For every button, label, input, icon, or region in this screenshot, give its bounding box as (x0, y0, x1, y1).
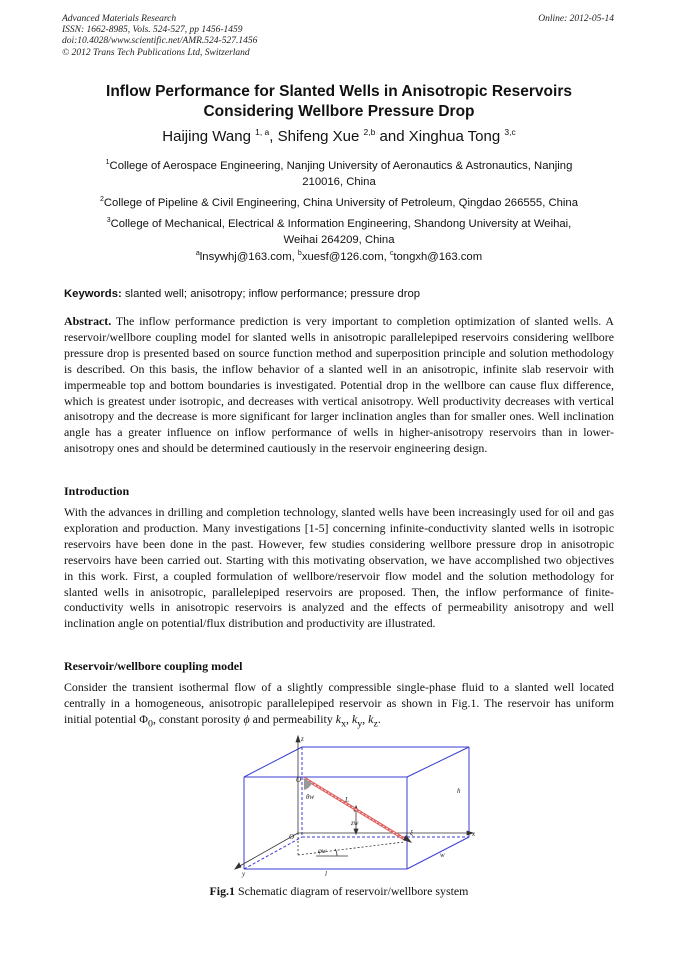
figure-caption-label: Fig.1 (209, 884, 235, 898)
period: . (377, 711, 381, 726)
coupling-text: , constant porosity (152, 711, 244, 726)
author-affil-mark: 1, a (255, 127, 270, 137)
box-bottom-right-edge (407, 837, 469, 869)
copyright-line: © 2012 Trans Tech Publications Ltd, Switzerland (62, 47, 250, 58)
reservoir-wellbore-diagram (232, 730, 482, 880)
comma: , (362, 711, 369, 726)
affil-mark: 2 (99, 196, 104, 203)
porosity-symbol: ϕ (243, 711, 250, 726)
affil-text: College of Pipeline & Civil Engineering, China University of Petroleum, Qingdao 266555, China (103, 196, 579, 209)
coupling-paragraph (64, 680, 614, 732)
author-affil-mark: 3,c (504, 127, 516, 137)
label-L: L (345, 796, 349, 804)
label-phi-w: φw (318, 847, 327, 855)
author-list (40, 127, 638, 145)
email-link[interactable]: xuesf@126.com, (301, 250, 390, 263)
author-separator: , (269, 128, 278, 145)
affil-text-cont: 210016, China (302, 175, 376, 188)
abstract-text: The inflow performance prediction is very important to completion optimization of slanted wells. A reservoir/wellbore coupling model for slanted wells in anisotropic parallelepiped reservoirs considering wellbore pressure drop is presented based on source function method and superposition principle and solution methodology is described. On this basis, the inflow behavior of a slanted well in an anisotropic, infinite slab reservoir with impermeable top and bottom boundaries is investigated. Potential drop in the wellbore can cause flux difference, which is greatest under isotropic, and decreases with vertical anisotropy. Well productivity decreases with vertical anisotropy and the decrease is more significant for larger inclination angles than for smaller ones. Well inclination angle has a greater influence on inflow performance of wells in higher-anisotropy reservoirs than in lower-anisotropy ones and should be determined cautiously in the reservoir engineering design. (64, 314, 614, 456)
author-name: Shifeng Xue (277, 128, 360, 145)
phi-arc (335, 849, 337, 856)
affiliation-2 (60, 192, 618, 212)
comma: , (346, 711, 352, 726)
affil-text-cont: Weihai 264209, China (283, 233, 395, 246)
label-xi: ξ (410, 829, 413, 837)
author-affil-mark: 2,b (363, 127, 376, 137)
label-w: w (440, 851, 445, 859)
section-heading-introduction: Introduction (64, 484, 130, 498)
keywords-line (64, 288, 420, 300)
author-emails (40, 250, 638, 263)
email-mark: b (297, 250, 302, 257)
figure-caption-text: Schematic diagram of reservoir/wellbore system (234, 884, 469, 898)
introduction-paragraph: With the advances in drilling and completion technology, slanted wells have been increasingly used for oil and gas exploration and production. Many investigations [1-5] concerning infinite-conductivity slanted wells in isotropic reservoirs have been done in the past. However, few studies considering wellbore pressure drop in anisotropic reservoirs have been carried out. Starting with this motivating observation, we have accomplished two objectives in this work. First, a coupled formulation of wellbore/reservoir flow model and the solution methodology for slanted wells in anisotropic, parallelepiped reservoirs are proposed. Then, the inflow performance of finite-conductivity wells in anisotropic reservoirs is analyzed and the effects of permeability anisotropy and well inclination angle on potential/flux distribution and productivity are illustrated. (64, 505, 614, 631)
author-name: Xinghua Tong (408, 128, 501, 145)
keywords-label: Keywords: (64, 288, 122, 300)
email-mark: c (389, 250, 394, 257)
author-name: Haijing Wang (162, 128, 251, 145)
label-zw: zw (351, 819, 359, 827)
journal-header (62, 14, 257, 59)
title-line-1: Inflow Performance for Slanted Wells in Anisotropic Reservoirs (106, 83, 572, 100)
label-theta: θw (306, 793, 315, 801)
abstract-label: Abstract. (64, 314, 112, 328)
box-hidden-left-edge (244, 837, 302, 869)
label-l: l (325, 870, 327, 878)
affiliation-1 (60, 155, 618, 190)
symbol-k: k (351, 711, 358, 726)
label-x: x (472, 830, 476, 838)
figure-caption (40, 884, 638, 899)
label-o-top: O (296, 776, 302, 784)
box-top-left-edge (244, 747, 302, 777)
z-axis-arrow (296, 736, 300, 742)
section-heading-coupling-model: Reservoir/wellbore coupling model (64, 659, 243, 673)
email-link[interactable]: tongxh@163.com (393, 250, 483, 263)
y-axis-arrow (235, 863, 241, 869)
coupling-text: and permeability (249, 711, 336, 726)
well-projection (298, 842, 404, 855)
coupling-text: Consider the transient isothermal flow of a slightly compressible single-phase fluid to a slanted well located centrally in a homogeneous, anisotropic parallelepiped reservoir as shown in Fig.1. The reservoir has uniform initial potential Φ (64, 680, 614, 726)
label-o-origin: O (289, 833, 295, 841)
affiliation-3 (60, 213, 618, 248)
figure-labels (241, 735, 476, 878)
online-date: Online: 2012-05-14 (538, 14, 614, 24)
symbol-k: k (368, 711, 374, 726)
label-h: h (457, 787, 461, 795)
affil-mark: 1 (105, 159, 110, 166)
affil-mark: 3 (106, 217, 111, 224)
abstract-paragraph (64, 314, 614, 457)
symbol-k: k (335, 711, 342, 726)
axes (235, 736, 473, 869)
symbol-subscript: x (341, 718, 347, 730)
email-link[interactable]: lnsywhj@163.com, (199, 250, 298, 263)
keywords-text: slanted well; anisotropy; inflow performance; pressure drop (121, 288, 421, 300)
label-z: z (301, 735, 304, 743)
label-y: y (242, 870, 246, 878)
email-mark: a (195, 250, 200, 257)
issn-line: ISSN: 1662-8985, Vols. 524-527, pp 1456-1459 (62, 25, 243, 36)
author-separator: and (375, 128, 409, 145)
symbol-subscript: 0 (147, 718, 153, 730)
doi-line: doi:10.4028/www.scientific.net/AMR.524-527.1456 (62, 36, 258, 47)
box-top-right-edge (407, 747, 469, 777)
symbol-subscript: y (357, 718, 363, 730)
symbol-subscript: z (373, 718, 378, 730)
title-line-2: Considering Wellbore Pressure Drop (203, 102, 475, 120)
affil-text: College of Mechanical, Electrical & Information Engineering, Shandong University at Weihai, (110, 217, 572, 230)
affil-text: College of Aerospace Engineering, Nanjing University of Aeronautics & Astronautics, Nanjing (109, 159, 573, 172)
journal-name: Advanced Materials Research (62, 14, 177, 24)
paper-title (40, 82, 638, 121)
